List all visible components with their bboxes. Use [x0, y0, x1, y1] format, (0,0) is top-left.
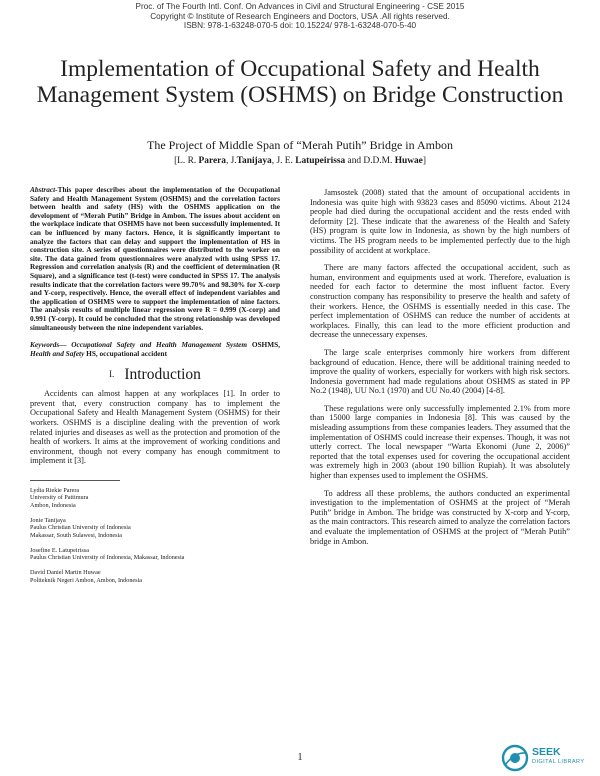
- affiliation-name: Lydia Riekie Parera: [30, 487, 80, 495]
- keywords-t2: ,: [278, 340, 281, 350]
- author-1: Parera: [198, 156, 226, 166]
- page-number: 1: [297, 752, 303, 763]
- affiliation-line: Paulus Christian University of Indonesia: [30, 524, 131, 532]
- keywords-t4: HS, occupational accident: [84, 348, 168, 358]
- body-paragraph: Jamsostek (2008) stated that the amount of occupational accidents in Indonesia was quite high with 93823 cases and 85090 victims. About 2124 people had died during the occupational accident and the rests ended with deformity [2]. These indicate that the awareness of the Health and Safety (HS) program is quite low in Indonesia, as shown by the high numbers of victims. The HS program needs to be implemented perfectly due to the high possibility of accident at workplace.: [310, 188, 570, 255]
- affiliation-3: [30, 547, 280, 562]
- left-column: [30, 186, 280, 592]
- footnote-rule: [30, 480, 120, 481]
- affiliation-line: Paulus Christian University of Indonesia, Makassar, Indonesia: [30, 554, 185, 562]
- author-4: Huwae: [394, 156, 423, 166]
- proceedings-header: [0, 2, 600, 31]
- seek-globe-icon: [500, 743, 530, 773]
- keywords-t3: Health and Safety: [30, 348, 85, 358]
- right-column: [310, 188, 570, 554]
- header-line-1: Proc. of The Fourth Intl. Conf. On Advances in Civil and Structural Engineering - CSE 2015: [135, 2, 465, 11]
- header-line-3: ISBN: 978-1-63248-070-5 doi: 10.15224/ 978-1-63248-070-5-40: [183, 21, 417, 31]
- keywords-t1: OSHMS: [247, 340, 279, 350]
- authors-sep-1: , J.: [225, 156, 237, 166]
- seek-digital-library-logo: [500, 743, 592, 773]
- section-heading-introduction: [30, 366, 280, 383]
- paper-title: Implementation of Occupational Safety and Health Management System (OSHMS) on Bridge Construction: [36, 56, 564, 108]
- header-line-2: Copyright © Institute of Research Engineers and Doctors, USA .All rights reserved.: [150, 11, 450, 21]
- body-paragraph: To address all these problems, the authors conducted an experimental investigation to the implementation of OSHMS at the project of “Merah Putih” bridge in Ambon. The bridge was constructed by X-corp and Y-corp, as the main contractors. This research aimed to analyze the correlation factors and evaluate the implementation of OSHMS at the project of “Merah Putih” bridge in Ambon.: [310, 488, 570, 546]
- abstract-text: This paper describes about the implementation of the Occupational Safety and Health Management System (OSHMS) and the correlation factors between health and safety (HS) with the OSHMS application on the development of “Merah Putih” Bridge in Ambon. The issues about accident on the workplace indicate that OSHMS have not been successfully implemented. It can be influenced by many factors. Hence, it is significantly important to analyze the factors that can delay and support the implementation of HS in construction site. A series of questionnaires were distributed to the worker on site. The data gained from questionnaires were analyzed with using SPSS 17. Regression and correlation analysis (R) and the coefficient of determination (R Square), and a significance test (t-test) were conducted in SPSS 17. The analysis results indicate that the correlation factors were 99.70% and 98.30% for X-corp and Y-corp, respectively. Hence, the overall effect of independent variables and the application of OSHMS were to support the implementation of nine factors. The analysis results of multiple linear regression were R = 0.999 (X-corp) and 0.991 (Y-corp). It could be concluded that the strong relationship was developed simultaneously between the nine independent variables.: [30, 185, 280, 332]
- keywords: [30, 341, 280, 358]
- affiliation-line: Politeknik Negeri Ambon, Ambon, Indonesia: [30, 576, 143, 584]
- author-list: [0, 156, 600, 167]
- section-number: I.: [109, 369, 115, 380]
- authors-sep-2: , J. E.: [271, 156, 296, 166]
- authors-open: [L. R.: [174, 156, 199, 166]
- author-3: Latupeirissa: [295, 156, 346, 166]
- intro-paragraph: Accidents can almost happen at any workplaces [1]. In order to prevent that, every construction company has to implement the Occupational Safety and Health Management System (OSHMS) for their workers. OSHMS is a discipline dealing with the prevention of work related injuries and diseases as well as the protection and promotion of the health of workers. It aims at the improvement of working conditions and environment, though not every company has enough commitment to implement it [3].: [30, 389, 280, 466]
- body-paragraph: The large scale enterprises commonly hire workers from different background of education. Hence, there will be additional training needed to improve the quality of workers, especially for workers with high risk sectors. Indonesia government had made regulations about OSHMS as stated in PP No.2 (1948), UU No.1 (1970) and UU No.40 (2004) [4-8].: [310, 347, 570, 396]
- body-paragraph: These regulations were only successfully implemented 2.1% from more than 15000 large companies in Indonesia [8]. This was caused by the misleading assumptions from these companies leaders. They assumed that the implementation of OSHMS could increase their expenses. Though, it was not utterly correct. The local newspaper “Warta Ekonomi (June 2, 2006)” reported that the total expenses used for covering the occupational accident was extremely high in 2003 (about 190 billion Rupiah). It was absolutely higher than expenses used to implement the OSHMS.: [310, 403, 570, 481]
- affiliation-name: David Daniel Martin Huwae: [30, 569, 101, 577]
- logo-text-seek: SEEK: [532, 746, 561, 758]
- affiliation-4: [30, 569, 280, 584]
- abstract-label: Abstract-: [30, 185, 58, 194]
- authors-close: ]: [422, 156, 426, 166]
- author-2: Tanijaya: [236, 156, 272, 166]
- authors-sep-3: and D.D.M.: [345, 156, 395, 166]
- affiliation-line: Makassar, South Sulawesi, Indonesia: [30, 531, 123, 539]
- section-title: Introduction: [124, 366, 201, 384]
- abstract: [30, 186, 280, 332]
- affiliation-line: Ambon, Indonesia: [30, 501, 76, 509]
- body-paragraph: There are many factors affected the occupational accident, such as human, environment and equipments used at work. Therefore, evaluation is needed for each factor to determine the most influent factor. Every construction company has responsibility to preserve the health and safety of their workers. Hence, the OSHMS is essentially needed in this case. The perfect implementation of OSHMS can reduce the number of accidents at workplaces. Finally, this can lead to the more efficient production and decrease the unnecessary expenses.: [310, 263, 570, 340]
- affiliation-line: University of Pattimura: [30, 494, 89, 502]
- affiliation-1: [30, 487, 280, 509]
- affiliation-2: [30, 517, 280, 539]
- affiliation-name: Jonie Tanijaya: [30, 516, 66, 524]
- paper-subtitle: The Project of Middle Span of “Merah Putih” Bridge in Ambon: [147, 138, 453, 152]
- affiliation-name: Josefine E. Latupeirissa: [30, 546, 89, 554]
- logo-text-digital-library: DIGITAL LIBRARY: [532, 759, 585, 765]
- keywords-label: Keywords— Occupational Safety and Health Management System: [30, 340, 248, 350]
